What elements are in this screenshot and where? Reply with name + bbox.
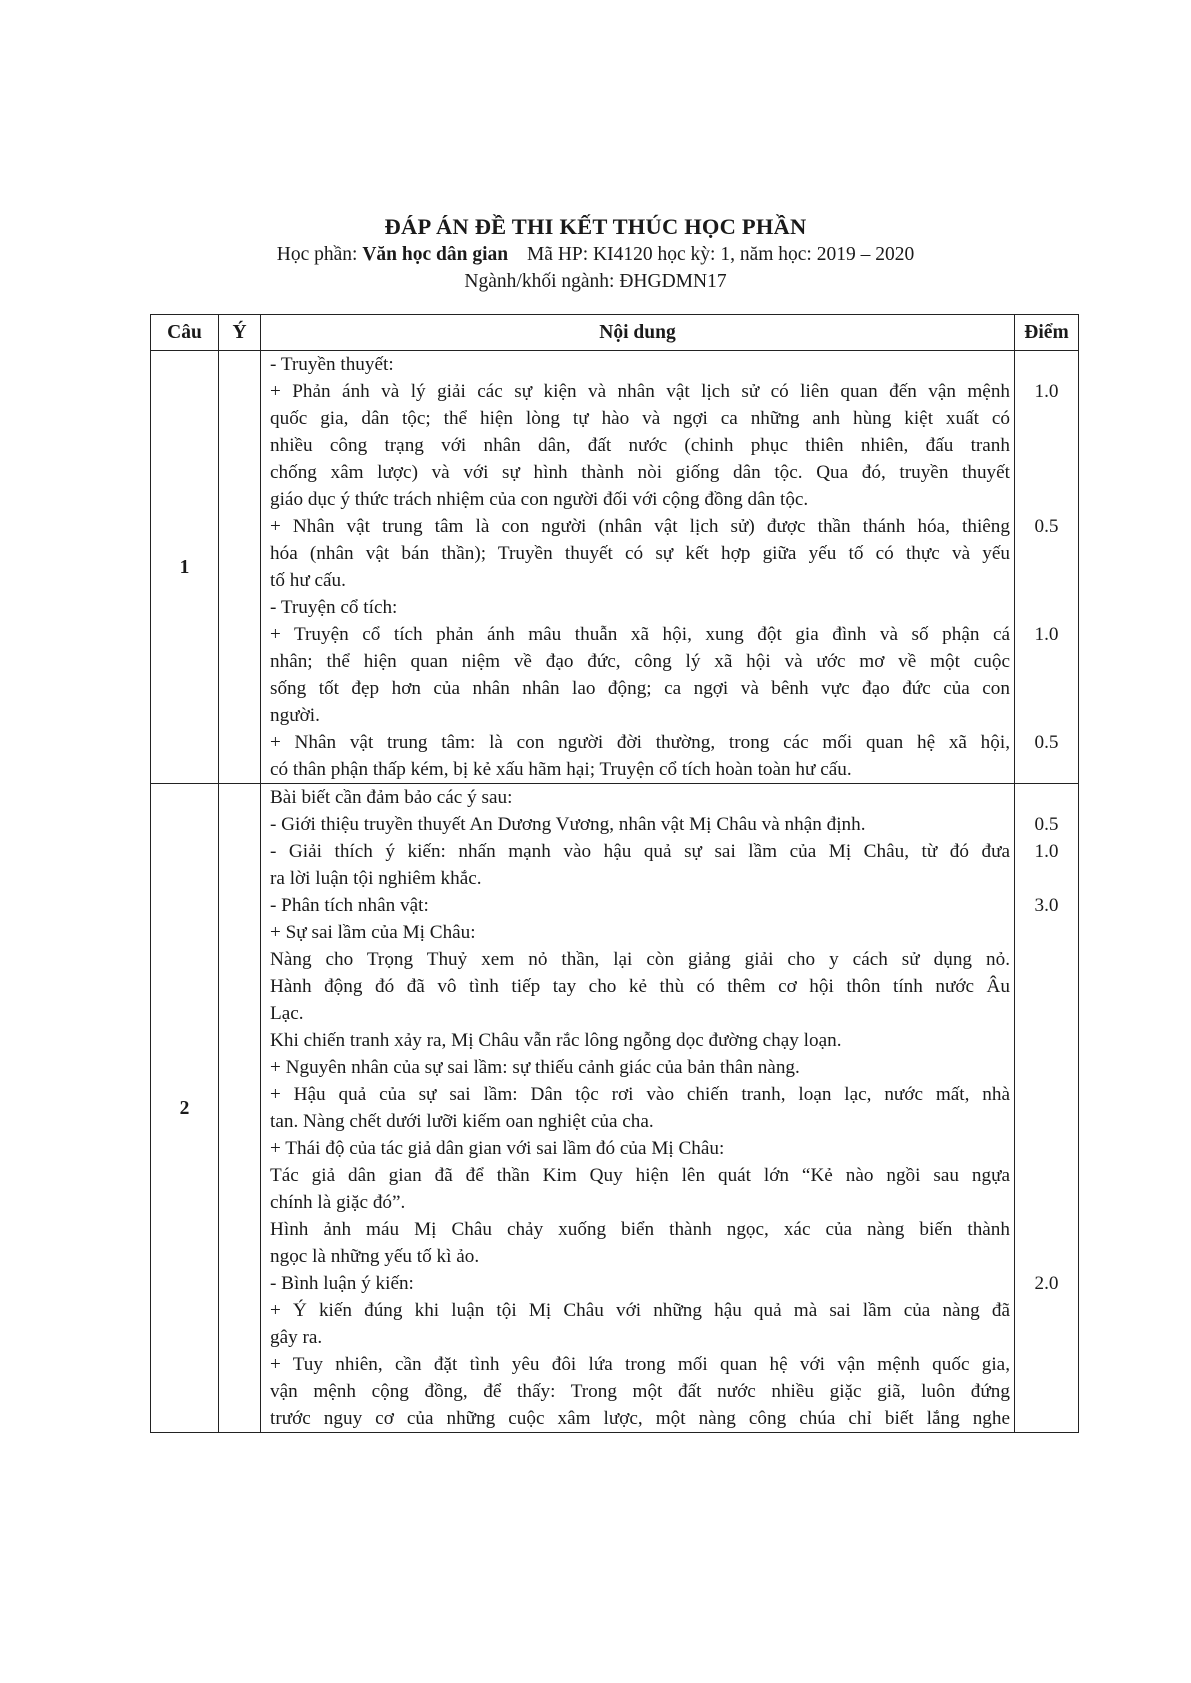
content-line: ngọc là những yếu tố kì ảo.	[270, 1246, 480, 1267]
content-line: hóa (nhân vật bán thần); Truyền thuyết có sự kết hợp giữa yếu tố có thực và yếu	[270, 543, 1010, 564]
table-header-row	[151, 315, 1079, 351]
score-value	[1015, 1405, 1078, 1432]
table-row	[151, 351, 1079, 784]
content-line: - Bình luận ý kiến:	[270, 1273, 414, 1294]
score-cell	[1015, 351, 1079, 784]
score-value	[1015, 1108, 1078, 1135]
content-line: Bài biết cần đảm bảo các ý sau:	[270, 787, 513, 808]
content-line: - Phân tích nhân vật:	[270, 895, 429, 916]
course-info	[0, 244, 1191, 266]
content-line: Hình ảnh máu Mị Châu chảy xuống biển thành ngọc, xác của nàng biến thành	[270, 1219, 1010, 1240]
header-noi-dung: Nội dung	[261, 315, 1015, 351]
content-line: Tác giả dân gian đã để thần Kim Quy hiện lên quát lớn “Kẻ nào ngồi sau ngựa	[270, 1165, 1010, 1186]
content-line: Hành động đó đã vô tình tiếp tay cho kẻ thù có thêm cơ hội thôn tính nước Âu	[270, 976, 1010, 997]
score-value	[1015, 567, 1078, 594]
score-value	[1015, 919, 1078, 946]
score-value	[1015, 648, 1078, 675]
content-line: vận mệnh cộng đồng, để thấy: Trong một đất nước nhiều giặc giã, luôn đứng	[270, 1381, 1010, 1402]
score-value: 0.5	[1034, 732, 1059, 753]
score-value	[1015, 756, 1078, 783]
score-value	[1015, 1324, 1078, 1351]
score-value	[1015, 405, 1078, 432]
question-number: 1	[151, 351, 219, 784]
content-line: giáo dục ý thức trách nhiệm của con người đối với cộng đồng dân tộc.	[270, 489, 809, 510]
score-value	[1015, 1351, 1078, 1378]
question-number: 2	[151, 784, 219, 1433]
content-line: + Sự sai lầm của Mị Châu:	[270, 922, 476, 943]
content-line: + Thái độ của tác giả dân gian với sai lầm đó của Mị Châu:	[270, 1138, 725, 1159]
score-value	[1015, 594, 1078, 621]
content-cell	[261, 351, 1015, 784]
content-line: trước nguy cơ của những cuộc xâm lược, một nàng công chúa chỉ biết lắng nghe	[270, 1408, 1010, 1429]
score-value: 0.5	[1034, 516, 1059, 537]
score-value	[1015, 1000, 1078, 1027]
content-line: tố hư cấu.	[270, 570, 346, 591]
content-line: ra lời luận tội nghiêm khắc.	[270, 868, 482, 889]
score-value	[1015, 351, 1078, 378]
score-value	[1015, 702, 1078, 729]
score-value: 2.0	[1034, 1273, 1059, 1294]
content-line: nhiều công trạng với nhân dân, đất nước (chinh phục thiên nhiên, đấu tranh	[270, 435, 1010, 456]
score-value	[1015, 1054, 1078, 1081]
score-value	[1015, 1162, 1078, 1189]
score-value	[1015, 675, 1078, 702]
header-diem: Điểm	[1015, 315, 1079, 351]
score-value	[1015, 946, 1078, 973]
score-value	[1015, 973, 1078, 1000]
content-line: nhân; thể hiện quan niệm về đạo đức, công lý xã hội và ước mơ về một cuộc	[270, 651, 1010, 672]
content-line: - Giải thích ý kiến: nhấn mạnh vào hậu quả sự sai lầm của Mị Châu, từ đó đưa	[270, 841, 1010, 862]
score-value	[1015, 459, 1078, 486]
content-line: + Tuy nhiên, cần đặt tình yêu đôi lứa trong mối quan hệ với vận mệnh quốc gia,	[270, 1354, 1010, 1375]
content-line: tan. Nàng chết dưới lưỡi kiếm oan nghiệt của cha.	[270, 1111, 654, 1132]
content-line: + Nhân vật trung tâm: là con người đời thường, trong các mối quan hệ xã hội,	[270, 732, 1010, 753]
score-value: 3.0	[1034, 895, 1059, 916]
score-value	[1015, 1189, 1078, 1216]
score-value: 1.0	[1034, 381, 1059, 402]
score-cell	[1015, 784, 1079, 1433]
content-line: người.	[270, 705, 320, 726]
course-label: Học phần:	[276, 244, 358, 265]
score-value	[1015, 784, 1078, 811]
content-line: - Truyện cổ tích:	[270, 597, 398, 618]
score-value	[1015, 1135, 1078, 1162]
content-line: - Giới thiệu truyền thuyết An Dương Vương, nhân vật Mị Châu và nhận định.	[270, 814, 866, 835]
content-line: chống xâm lược) và với sự hình thành nòi giống dân tộc. Qua đó, truyền thuyết	[270, 462, 1010, 483]
content-line: - Truyền thuyết:	[270, 354, 394, 375]
score-value	[1015, 540, 1078, 567]
content-line: sống tốt đẹp hơn của nhân nhân lao động; ca ngợi và bênh vực đạo đức của con	[270, 678, 1010, 699]
content-line: + Hậu quả của sự sai lầm: Dân tộc rơi vào chiến tranh, loạn lạc, nước mất, nhà	[270, 1084, 1010, 1105]
score-value	[1015, 432, 1078, 459]
content-line: Lạc.	[270, 1003, 304, 1024]
score-value: 1.0	[1034, 841, 1059, 862]
content-line: + Ý kiến đúng khi luận tội Mị Châu với những hậu quả mà sai lầm của nàng đã	[270, 1300, 1010, 1321]
content-cell	[261, 784, 1015, 1433]
content-line: Khi chiến tranh xảy ra, Mị Châu vẫn rắc lông ngỗng dọc đường chạy loạn.	[270, 1030, 842, 1051]
content-line: quốc gia, dân tộc; thể hiện lòng tự hào và ngợi ca những anh hùng kiệt xuất có	[270, 408, 1010, 429]
score-value	[1015, 486, 1078, 513]
header-cau: Câu	[151, 315, 219, 351]
score-value	[1015, 1216, 1078, 1243]
content-line: có thân phận thấp kém, bị kẻ xấu hãm hại; Truyện cổ tích hoàn toàn hư cấu.	[270, 759, 852, 780]
content-line: chính là giặc đó”.	[270, 1192, 406, 1213]
major-info: Ngành/khối ngành: ĐHGDMN17	[464, 271, 727, 292]
score-value	[1015, 1297, 1078, 1324]
content-line: gây ra.	[270, 1327, 323, 1348]
score-value	[1015, 1027, 1078, 1054]
score-value: 1.0	[1034, 624, 1059, 645]
content-line: Nàng cho Trọng Thuỷ xem nỏ thần, lại còn giảng giải cho y cách sử dụng nỏ.	[270, 949, 1010, 970]
content-line: + Nguyên nhân của sự sai lầm: sự thiếu cảnh giác của bản thân nàng.	[270, 1057, 800, 1078]
score-value: 0.5	[1034, 814, 1059, 835]
course-name: Văn học dân gian	[362, 244, 509, 265]
header-y: Ý	[219, 315, 261, 351]
content-line: + Phản ánh và lý giải các sự kiện và nhân vật lịch sử có liên quan đến vận mệnh	[270, 381, 1010, 402]
answer-table	[150, 314, 1079, 1433]
course-meta: Mã HP: KI4120 học kỳ: 1, năm học: 2019 – 2020	[526, 244, 915, 265]
document-title: ĐÁP ÁN ĐỀ THI KẾT THÚC HỌC PHẦN	[384, 214, 807, 239]
sub-item-cell	[219, 351, 261, 784]
score-value	[1015, 1243, 1078, 1270]
content-line: + Nhân vật trung tâm là con người (nhân vật lịch sử) được thần thánh hóa, thiêng	[270, 516, 1010, 537]
score-value	[1015, 1081, 1078, 1108]
content-line: + Truyện cổ tích phản ánh mâu thuẫn xã hội, xung đột gia đình và số phận cá	[270, 624, 1010, 645]
sub-item-cell	[219, 784, 261, 1433]
score-value	[1015, 865, 1078, 892]
score-value	[1015, 1378, 1078, 1405]
table-row	[151, 784, 1079, 1433]
